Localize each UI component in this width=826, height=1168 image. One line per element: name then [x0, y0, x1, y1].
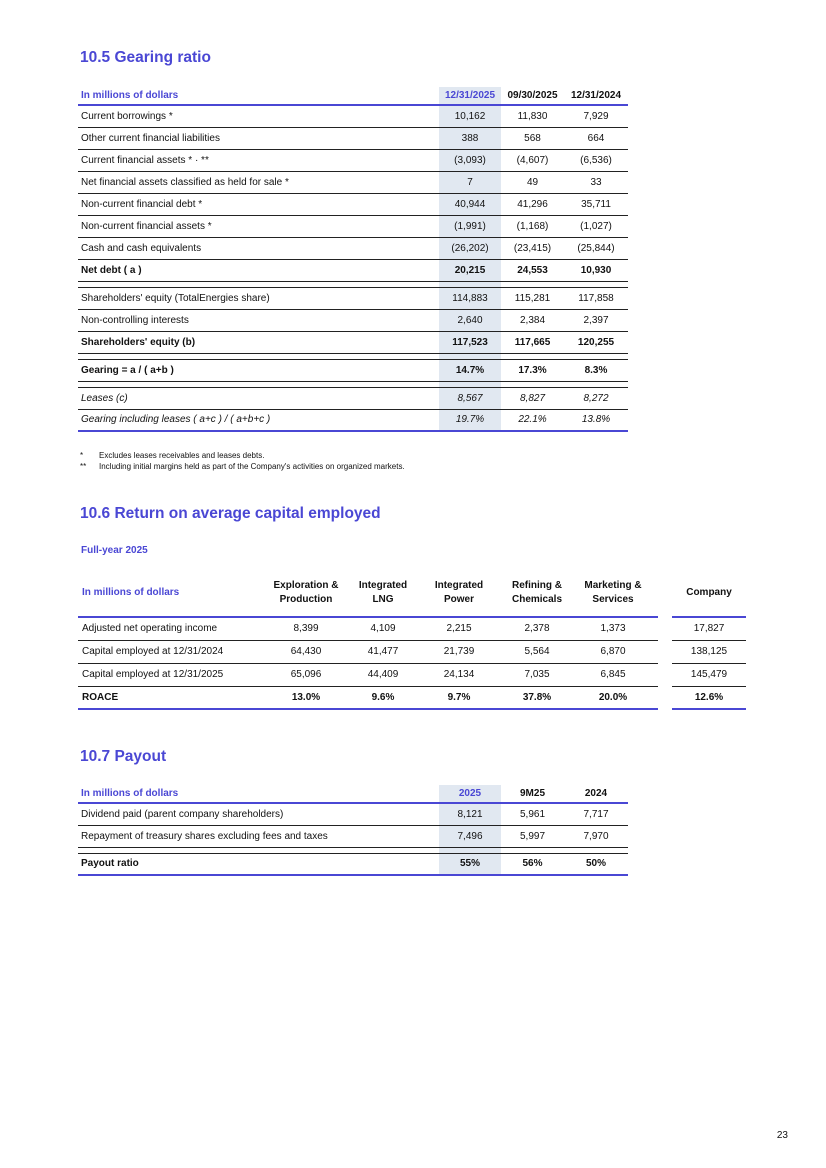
- row-label: Non-controlling interests: [78, 309, 439, 331]
- table-row: [78, 853, 628, 875]
- row-value: 6,845: [568, 663, 658, 686]
- row-value: 35,711: [564, 193, 628, 215]
- row-value: 64,430: [258, 640, 354, 663]
- table-row: [78, 825, 628, 847]
- row-label: Gearing = a / ( a+b ): [78, 359, 439, 381]
- row-value: (23,415): [501, 237, 564, 259]
- roace-header-row: [78, 569, 746, 617]
- roace-table: [78, 569, 746, 710]
- table-row: [78, 287, 628, 309]
- roace-col-header: Exploration & Production: [273, 579, 339, 605]
- row-value: 145,479: [672, 663, 746, 686]
- table-row: [78, 149, 628, 171]
- row-value: 7,970: [564, 825, 628, 847]
- row-value: 7,929: [564, 105, 628, 127]
- gearing-table: [78, 87, 628, 432]
- row-value: 8.3%: [564, 359, 628, 381]
- footnote: [80, 450, 405, 461]
- roace-col-header: Integrated Power: [434, 579, 484, 605]
- gearing-col-header: 12/31/2024: [564, 87, 628, 105]
- row-label: Payout ratio: [78, 853, 439, 875]
- row-value: (1,991): [439, 215, 501, 237]
- payout-col-header: 2025: [439, 785, 501, 803]
- row-value: 13.0%: [258, 686, 354, 709]
- payout-col-header: 2024: [564, 785, 628, 803]
- row-value: 9.7%: [412, 686, 506, 709]
- gearing-header-row: [78, 87, 628, 105]
- table-row: [78, 171, 628, 193]
- row-value: 10,930: [564, 259, 628, 281]
- row-value: 8,399: [258, 617, 354, 640]
- row-value: 7,496: [439, 825, 501, 847]
- table-row: [78, 387, 628, 409]
- row-value: 117,665: [501, 331, 564, 353]
- table-row: [78, 193, 628, 215]
- row-value: 114,883: [439, 287, 501, 309]
- roace-col-header: Company: [686, 586, 732, 598]
- gearing-section-title: 10.5 Gearing ratio: [80, 49, 211, 66]
- row-value: 24,553: [501, 259, 564, 281]
- table-row: [78, 237, 628, 259]
- row-value: 37.8%: [506, 686, 568, 709]
- roace-section-title: 10.6 Return on average capital employed: [80, 505, 381, 522]
- row-value: (3,093): [439, 149, 501, 171]
- gearing-footnotes: [80, 450, 405, 472]
- row-value: 8,121: [439, 803, 501, 825]
- row-value: 14.7%: [439, 359, 501, 381]
- table-row: [78, 640, 746, 663]
- row-value: 21,739: [412, 640, 506, 663]
- row-value: (4,607): [501, 149, 564, 171]
- row-value: 7,717: [564, 803, 628, 825]
- row-value: 41,296: [501, 193, 564, 215]
- table-row: [78, 105, 628, 127]
- row-value: 138,125: [672, 640, 746, 663]
- row-label: Current financial assets * · **: [78, 149, 439, 171]
- row-value: 9.6%: [354, 686, 412, 709]
- row-label: Capital employed at 12/31/2024: [78, 640, 258, 663]
- row-label: Cash and cash equivalents: [78, 237, 439, 259]
- row-label: Gearing including leases ( a+c ) / ( a+b+c ): [78, 409, 439, 431]
- row-value: 388: [439, 127, 501, 149]
- table-row: [78, 686, 746, 709]
- roace-col-header: Refining & Chemicals: [511, 579, 563, 605]
- row-value: 44,409: [354, 663, 412, 686]
- row-value: 4,109: [354, 617, 412, 640]
- row-value: 40,944: [439, 193, 501, 215]
- table-row: [78, 359, 628, 381]
- row-value: 7: [439, 171, 501, 193]
- row-value: 2,384: [501, 309, 564, 331]
- row-value: 17,827: [672, 617, 746, 640]
- row-value: 115,281: [501, 287, 564, 309]
- table-row: [78, 617, 746, 640]
- row-value: 20.0%: [568, 686, 658, 709]
- footnote: [80, 461, 405, 472]
- row-value: 11,830: [501, 105, 564, 127]
- gearing-unit-label: In millions of dollars: [78, 87, 439, 105]
- row-label: Shareholders' equity (TotalEnergies share): [78, 287, 439, 309]
- row-label: Dividend paid (parent company shareholders): [78, 803, 439, 825]
- row-label: Current borrowings *: [78, 105, 439, 127]
- row-value: 664: [564, 127, 628, 149]
- row-value: 20,215: [439, 259, 501, 281]
- row-value: 12.6%: [672, 686, 746, 709]
- row-value: 41,477: [354, 640, 412, 663]
- table-row: [78, 409, 628, 431]
- row-label: Net financial assets classified as held for sale *: [78, 171, 439, 193]
- row-value: 6,870: [568, 640, 658, 663]
- row-value: 10,162: [439, 105, 501, 127]
- row-value: 2,378: [506, 617, 568, 640]
- row-value: 7,035: [506, 663, 568, 686]
- payout-section-title: 10.7 Payout: [80, 748, 167, 765]
- row-label: Repayment of treasury shares excluding fees and taxes: [78, 825, 439, 847]
- row-value: 2,397: [564, 309, 628, 331]
- payout-col-header: 9M25: [501, 785, 564, 803]
- row-value: (1,168): [501, 215, 564, 237]
- row-value: 19.7%: [439, 409, 501, 431]
- payout-header-row: [78, 785, 628, 803]
- row-value: 568: [501, 127, 564, 149]
- row-label: Net debt ( a ): [78, 259, 439, 281]
- page-number: 23: [776, 1130, 788, 1141]
- table-row: [78, 215, 628, 237]
- table-row: [78, 259, 628, 281]
- footnote-mark: *: [80, 451, 84, 460]
- row-label: Capital employed at 12/31/2025: [78, 663, 258, 686]
- row-value: 5,961: [501, 803, 564, 825]
- row-value: (1,027): [564, 215, 628, 237]
- gearing-col-header: 09/30/2025: [501, 87, 564, 105]
- roace-unit-label: In millions of dollars: [82, 586, 180, 598]
- table-row: [78, 309, 628, 331]
- row-label: ROACE: [78, 686, 258, 709]
- row-value: 22.1%: [501, 409, 564, 431]
- row-value: 2,215: [412, 617, 506, 640]
- row-label: Other current financial liabilities: [78, 127, 439, 149]
- row-label: Shareholders' equity (b): [78, 331, 439, 353]
- roace-period-label: Full-year 2025: [81, 545, 148, 556]
- row-label: Adjusted net operating income: [78, 617, 258, 640]
- table-row: [78, 127, 628, 149]
- footnote-mark: **: [80, 462, 87, 471]
- row-value: 65,096: [258, 663, 354, 686]
- row-label: Non-current financial debt *: [78, 193, 439, 215]
- roace-col-header: Integrated LNG: [358, 579, 408, 605]
- table-row: [78, 803, 628, 825]
- row-value: 117,858: [564, 287, 628, 309]
- row-value: (6,536): [564, 149, 628, 171]
- table-row: [78, 331, 628, 353]
- row-label: Leases (c): [78, 387, 439, 409]
- row-value: 8,567: [439, 387, 501, 409]
- row-value: 2,640: [439, 309, 501, 331]
- footnote-text: Excludes leases receivables and leases debts.: [99, 451, 265, 460]
- row-value: 120,255: [564, 331, 628, 353]
- row-value: 55%: [439, 853, 501, 875]
- row-value: 5,997: [501, 825, 564, 847]
- row-value: (25,844): [564, 237, 628, 259]
- table-row: [78, 663, 746, 686]
- row-value: 56%: [501, 853, 564, 875]
- row-value: 8,272: [564, 387, 628, 409]
- row-value: 13.8%: [564, 409, 628, 431]
- row-value: 8,827: [501, 387, 564, 409]
- row-value: 1,373: [568, 617, 658, 640]
- row-value: 50%: [564, 853, 628, 875]
- row-value: (26,202): [439, 237, 501, 259]
- payout-table: [78, 785, 628, 876]
- row-value: 49: [501, 171, 564, 193]
- row-value: 33: [564, 171, 628, 193]
- row-value: 5,564: [506, 640, 568, 663]
- row-label: Non-current financial assets *: [78, 215, 439, 237]
- payout-unit-label: In millions of dollars: [78, 785, 439, 803]
- row-value: 117,523: [439, 331, 501, 353]
- row-value: 24,134: [412, 663, 506, 686]
- roace-col-header: Marketing & Services: [584, 579, 642, 605]
- row-value: 17.3%: [501, 359, 564, 381]
- gearing-col-header: 12/31/2025: [439, 87, 501, 105]
- footnote-text: Including initial margins held as part of the Company's activities on organized markets.: [99, 462, 405, 471]
